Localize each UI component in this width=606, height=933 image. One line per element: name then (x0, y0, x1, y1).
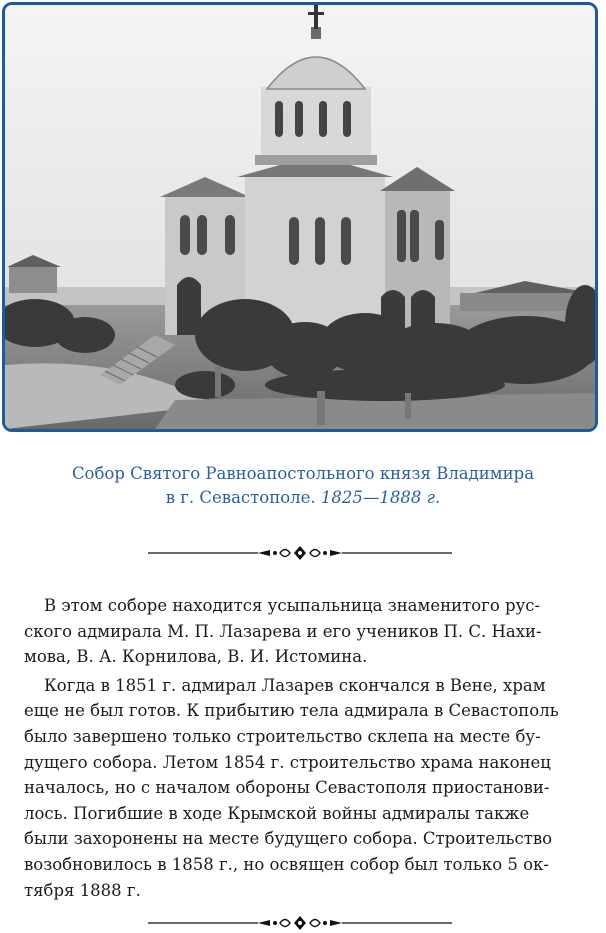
cathedral-photo (2, 2, 598, 432)
text-line: ского адмирала М. П. Лазарева и его учеников П. С. Нахи- (24, 621, 542, 641)
text-line: было завершено только строительство склепа на месте бу- (24, 726, 541, 746)
paragraph-1 (24, 593, 606, 670)
ornament-icon (148, 915, 452, 931)
text-line: еще не был готов. К прибытию тела адмирала в Севастополь (24, 701, 559, 721)
cathedral-illustration (5, 5, 595, 429)
caption-line-1: Собор Святого Равноапостольного князя Владимира (71, 464, 535, 483)
text-line: мова, В. А. Корнилова, В. И. Истомина. (24, 647, 368, 667)
text-line: дущего собора. Летом 1854 г. строительство храма наконец (24, 752, 551, 772)
paragraph-2 (24, 673, 606, 903)
article-body (24, 593, 606, 903)
text-line: были захоронены на месте будущего собора. Строительство (24, 829, 553, 849)
caption-place: в г. Севастополе. (165, 488, 316, 507)
text-line: Когда в 1851 г. адмирал Лазарев скончался в Вене, храм (44, 675, 546, 695)
figure-caption (0, 462, 606, 510)
text-line: возобновилось в 1858 г., но освящен собор был только 5 ок- (24, 854, 549, 874)
ornamental-divider-top (148, 545, 452, 561)
caption-years: 1825—1888 г. (320, 488, 441, 507)
text-line: тября 1888 г. (24, 880, 141, 900)
text-line: началось, но с началом обороны Севастополя приостанови- (24, 778, 550, 798)
caption-line-2 (0, 486, 606, 510)
text-line: лось. Погибшие в ходе Крымской войны адмиралы также (24, 803, 530, 823)
text-line: В этом соборе находится усыпальница знаменитого рус- (44, 596, 541, 615)
ornament-icon (148, 545, 452, 561)
ornamental-divider-bottom (148, 915, 452, 931)
